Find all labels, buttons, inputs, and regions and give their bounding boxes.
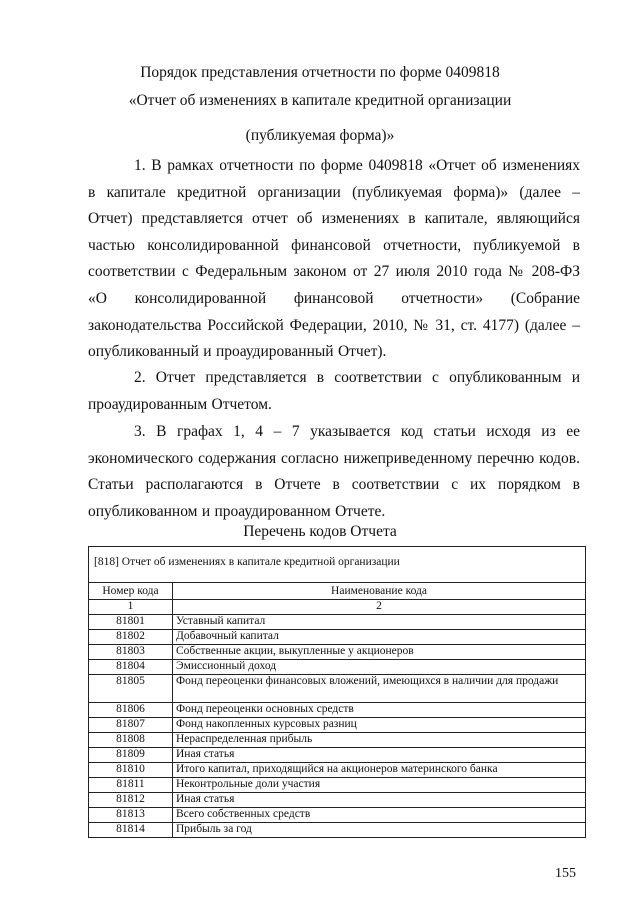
table-row [89, 675, 586, 703]
paragraph-2: 2. Отчет представляется в соответствии с опубликованным и проаудированным Отчетом. [88, 369, 580, 413]
code-name-cell: Прибыль за год [173, 823, 586, 838]
table-row [89, 823, 586, 838]
table-body [89, 615, 586, 838]
table-row [89, 615, 586, 630]
column-headers-row [89, 583, 586, 600]
page-number: 155 [555, 866, 576, 881]
table-row [89, 778, 586, 793]
code-number-cell: 81801 [89, 615, 173, 630]
table-row [89, 763, 586, 778]
code-number-cell: 81806 [89, 703, 173, 718]
code-number-cell: 81802 [89, 630, 173, 645]
table-row [89, 660, 586, 675]
document-title-line-1: Порядок представления отчетности по форме 0409818 [140, 64, 500, 81]
code-name-cell: Всего собственных средств [173, 808, 586, 823]
code-name-cell: Итого капитал, приходящийся на акционеров материнского банка [173, 763, 586, 778]
code-number-cell: 81811 [89, 778, 173, 793]
table-caption: Перечень кодов Отчета [243, 523, 397, 540]
code-number-cell: 81809 [89, 748, 173, 763]
code-name-cell: Иная статья [173, 793, 586, 808]
code-name-cell: Добавочный капитал [173, 630, 586, 645]
column-numbers-row [89, 600, 586, 615]
code-name-cell: Фонд переоценки основных средств [173, 703, 586, 718]
column-header-code: Номер кода [89, 583, 173, 600]
table-row [89, 748, 586, 763]
code-number-cell: 81804 [89, 660, 173, 675]
table-row [89, 733, 586, 748]
table-header-cell: [818] Отчет об изменениях в капитале кредитной организации [89, 547, 586, 583]
code-name-cell: Иная статья [173, 748, 586, 763]
table-row [89, 793, 586, 808]
table-row [89, 718, 586, 733]
codes-table [88, 546, 586, 838]
table-row [89, 645, 586, 660]
code-number-cell: 81812 [89, 793, 173, 808]
column-number-1: 1 [89, 600, 173, 615]
paragraph-3: 3. В графах 1, 4 – 7 указывается код статьи исходя из ее экономического содержания согласно нижеприведенному перечню кодов. Статьи располагаются в Отчете в соответствии с их порядком в опубликованном и проаудированном Отчете. [88, 423, 580, 520]
code-number-cell: 81807 [89, 718, 173, 733]
code-number-cell: 81805 [89, 675, 173, 703]
code-name-cell: Уставный капитал [173, 615, 586, 630]
code-name-cell: Фонд переоценки финансовых вложений, имеющихся в наличии для продажи [173, 675, 586, 703]
code-name-cell: Неконтрольные доли участия [173, 778, 586, 793]
code-number-cell: 81808 [89, 733, 173, 748]
document-title-line-3: (публикуемая форма)» [245, 127, 395, 144]
code-number-cell: 81814 [89, 823, 173, 838]
table-row [89, 630, 586, 645]
document-title-line-2: «Отчет об изменениях в капитале кредитной организации [128, 92, 512, 109]
table-header-row [89, 547, 586, 583]
code-number-cell: 81813 [89, 808, 173, 823]
table-row [89, 703, 586, 718]
code-name-cell: Собственные акции, выкупленные у акционеров [173, 645, 586, 660]
code-name-cell: Фонд накопленных курсовых разниц [173, 718, 586, 733]
code-name-cell: Эмиссионный доход [173, 660, 586, 675]
paragraph-1: 1. В рамках отчетности по форме 0409818 «Отчет об изменениях в капитале кредитной организации (публикуемая форма)» (далее – Отчет) представляется отчет об изменениях в капитале, являющийся частью консолидированной финансовой отчетности, публикуемой в соответствии с Федеральным законом от 27 июля 2010 года № 208-ФЗ «О консолидированной финансовой отчетности» (Собрание законодательства Российской Федерации, 2010, № 31, ст. 4177) (далее – опубликованный и проаудированный Отчет). [88, 157, 580, 361]
column-number-2: 2 [173, 600, 586, 615]
code-name-cell: Нераспределенная прибыль [173, 733, 586, 748]
code-number-cell: 81810 [89, 763, 173, 778]
column-header-name: Наименование кода [173, 583, 586, 600]
code-number-cell: 81803 [89, 645, 173, 660]
table-row [89, 808, 586, 823]
